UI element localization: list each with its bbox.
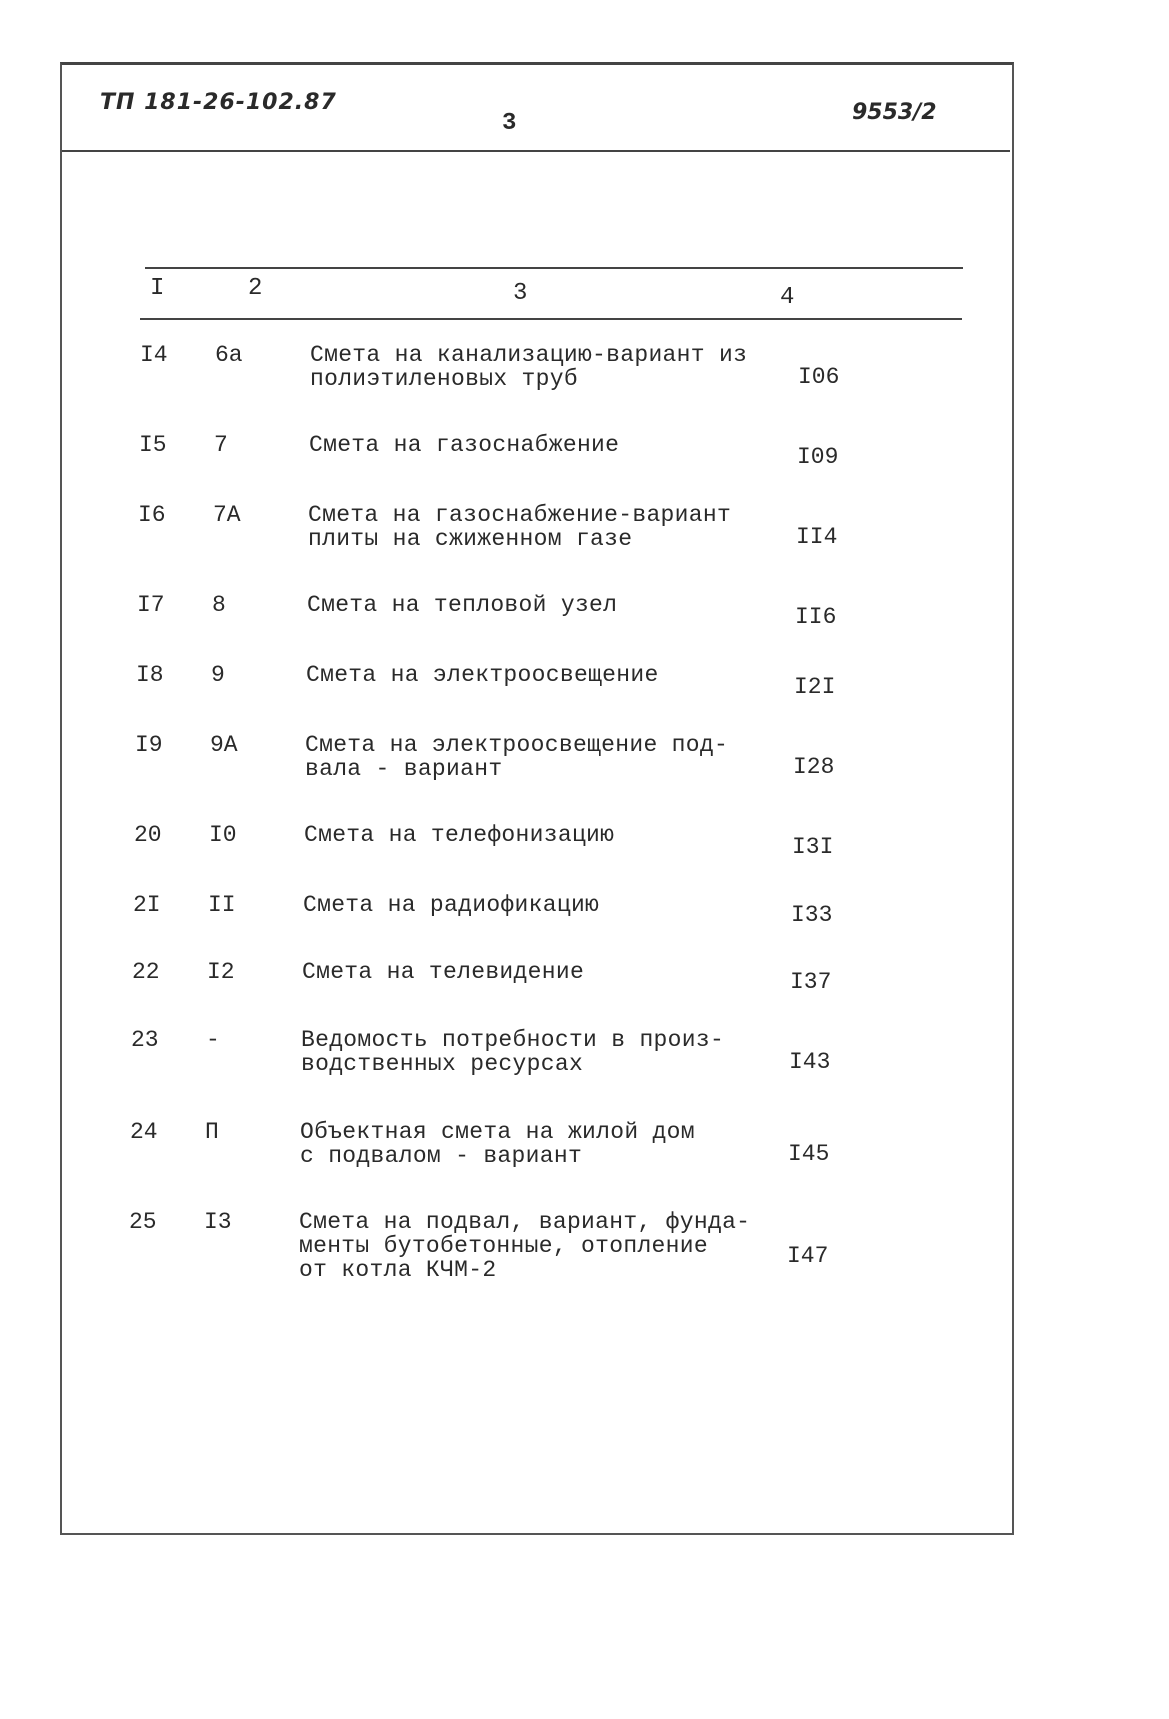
row-page: I33: [791, 902, 833, 928]
row-page: I3I: [792, 834, 834, 860]
row-title: Смета на газоснабжение: [309, 432, 620, 458]
section-number: I3: [204, 1209, 232, 1235]
section-number: I0: [209, 822, 237, 848]
row-number: I7: [137, 592, 165, 618]
document-code: ТП 181-26-102.87: [100, 90, 337, 115]
row-page: I43: [789, 1049, 831, 1075]
page-number: 3: [502, 110, 517, 137]
row-title: Смета на радиофикацию: [303, 892, 600, 918]
row-page: I47: [787, 1243, 829, 1269]
row-title: Ведомость потребности в произ- водственных ресурсах: [301, 1027, 725, 1077]
sheet-reference: 9553/2: [852, 100, 937, 125]
row-number: 2I: [133, 892, 161, 918]
row-page: I37: [790, 969, 832, 995]
row-page: I28: [793, 754, 835, 780]
row-page: I2I: [794, 674, 836, 700]
section-number: 8: [212, 592, 226, 618]
section-number: II: [208, 892, 236, 918]
section-number: 6а: [215, 342, 243, 368]
row-number: I6: [138, 502, 166, 528]
section-number: -: [206, 1027, 220, 1053]
row-number: I9: [135, 732, 163, 758]
row-title: Смета на электроосвещение: [306, 662, 659, 688]
row-page: I45: [788, 1141, 830, 1167]
row-title: Смета на газоснабжение-вариант плиты на сжиженном газе: [308, 502, 732, 552]
row-number: I5: [139, 432, 167, 458]
column-header-3: 3: [513, 280, 528, 307]
column-header-1: I: [150, 275, 165, 302]
row-page: I09: [797, 444, 839, 470]
row-title: Смета на телефонизацию: [304, 822, 615, 848]
row-title: Объектная смета на жилой дом с подвалом - вариант: [300, 1119, 695, 1169]
column-header-4: 4: [780, 284, 795, 311]
section-number: 9А: [210, 732, 238, 758]
section-number: 9: [211, 662, 225, 688]
row-number: 25: [129, 1209, 157, 1235]
table-header-rule: [140, 318, 962, 320]
table-top-rule: [145, 267, 963, 269]
section-number: 7А: [213, 502, 241, 528]
row-number: 20: [134, 822, 162, 848]
header-divider: [62, 150, 1010, 152]
row-title: Смета на канализацию-вариант из полиэтиленовых труб: [310, 342, 748, 392]
row-title: Смета на подвал, вариант, фунда- менты бутобетонные, отопление от котла КЧМ-2: [299, 1209, 751, 1283]
row-title: Смета на телевидение: [302, 959, 585, 985]
section-number: I2: [207, 959, 235, 985]
column-header-2: 2: [248, 275, 263, 302]
row-number: 24: [130, 1119, 158, 1145]
page-frame: [60, 62, 1014, 1535]
section-number: 7: [214, 432, 228, 458]
row-page: II6: [795, 604, 837, 630]
row-title: Смета на электроосвещение под- вала - вариант: [305, 732, 729, 782]
row-number: I8: [136, 662, 164, 688]
row-title: Смета на тепловой узел: [307, 592, 618, 618]
row-number: 23: [131, 1027, 159, 1053]
section-number: П: [205, 1119, 219, 1145]
row-page: I06: [798, 364, 840, 390]
row-number: I4: [140, 342, 168, 368]
row-number: 22: [132, 959, 160, 985]
row-page: II4: [796, 524, 838, 550]
